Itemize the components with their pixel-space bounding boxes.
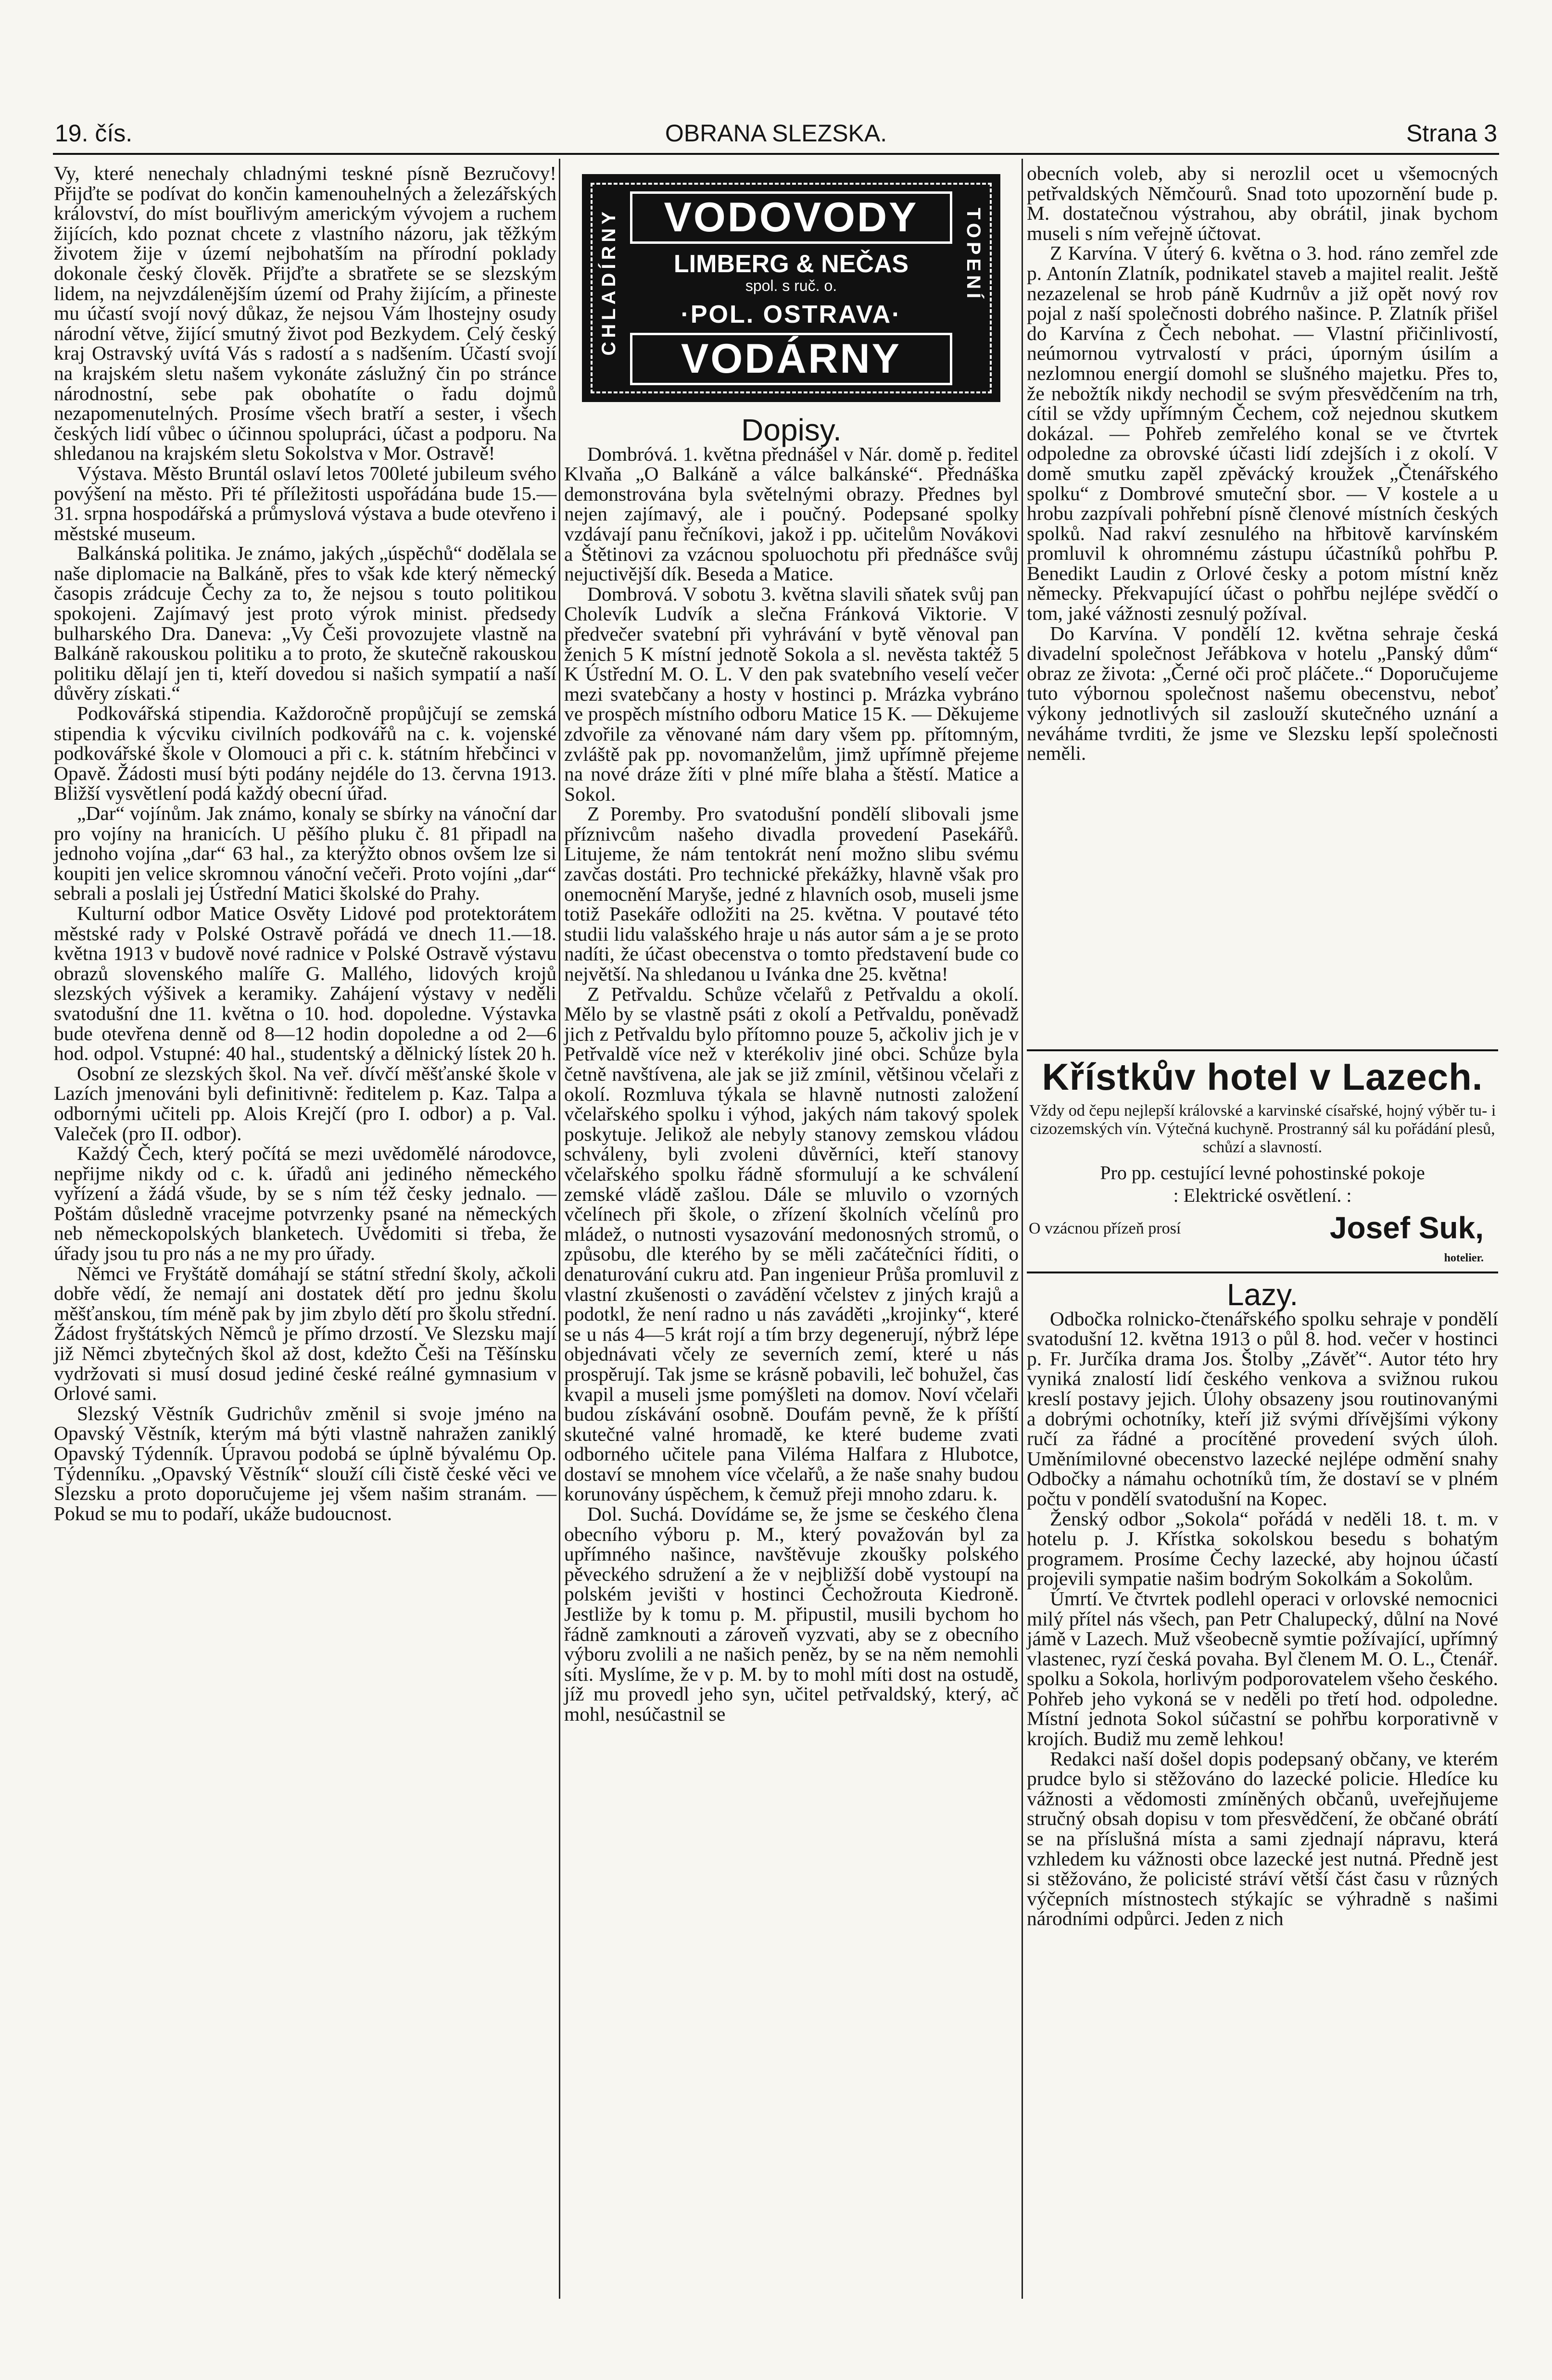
article-paragraph: Dombróvá. 1. května přednášel v Nár. domě p. ředitel Klvaňa „O Balkáně a válce balkánské“. Přednáška demonstrována byla světelnými obrazy. Přednes byl nejen zajímavý, ale i poučný. Podepsané spolky vzdávají panu řečníkovi, jakož i pp. učitelům Novákovi a Štětinovi za vzácnou spoluochotu při přednášce svůj nejuctivější dík. Beseda a Matice. — [564, 442, 1019, 585]
article-paragraph: Každý Čech, který počítá se mezi uvědomělé národovce, nepřijme nikdy od c. k. úřadů ani jediného německého vyřízení a žádá všude, by se s ním též česky jednalo. — Poštám důsledně vracejme potvrzenky psané na německých neb německopolských blanketech. Uvědomiti si třeba, že úřady jsou tu pro nás a ne my pro úřady. — [54, 1142, 556, 1265]
section-heading: Lazy. — [1226, 1277, 1299, 1312]
page-number: Strana 3 — [1406, 120, 1497, 147]
advertisement-waterworks — [582, 174, 1000, 402]
column-3-lower — [1027, 1279, 1498, 1929]
hotel-rooms: Pro pp. cestující levné pohostinské pokoje — [1100, 1162, 1425, 1184]
article-paragraph: Osobní ze slezských škol. Na veř. dívčí měšťanské škole v Lazích jmenováni byli definitivně: ředitelem p. Kaz. Talpa a odbornými učiteli pp. Alois Krejčí (pro I. odbor) a p. Val. Valeček (pro II. odbor). — [54, 1062, 556, 1145]
advertisement-hotel — [1027, 1049, 1498, 1273]
column-divider — [559, 159, 560, 2299]
article-paragraph: Úmrtí. Ve čtvrtek podlehl operaci v orlovské nemocnici milý přítel nás všech, pan Petr Chalupecký, důlní na Nové jámě v Lazech. Muž všeobecně symtie požívající, upřímný vlastenec, ryzí česká povaha. Byl členem M. O. L., Čtenář. spolku a Sokola, horlivým podporovatelem všeho českého. Pohřeb jeho vykoná se v neděli po třetí hod. odpoledne. Místní jednota Sokol súčastní se pohřbu korporativně v krojích. Budiž mu země lehkou! — [1027, 1587, 1498, 1750]
article-paragraph: Němci ve Fryštátě domáhají se státní střední školy, ačkoli dobře vědí, že nemají ani dostatek dětí pro jednu školu měšťanskou, tím méně pak by jim zbylo dětí pro školu střední. Žádost fryštátských Němců je přímo drzostí. Ve Slezsku mají již Němci zbytečných škol až dost, kdežto Češi na Těšínsku vydržovati si musí dosud jediné české reálné gymnasium v Orlové sami. — [54, 1262, 556, 1405]
article-paragraph: Balkánská politika. Je známo, jakých „úspěchů“ dodělala se naše diplomacie na Balkáně, přes to však kde který německý časopis zrádcuje Čechy za to, že nejsou s touto politikou spokojeni. Zajímavý jest proto výrok minist. předsedy bulharského Dra. Daneva: „Vy Češi provozujete vlastně na Balkáně rakouskou politiku a to proto, že skutečně rakouskou politiku dělají jen ti, kteří dovedou si našich sympatií a naší důvěry získati.“ — [54, 542, 556, 705]
article-paragraph: Redakci naší došel dopis podepsaný občany, ve kterém prudce bylo si stěžováno do lazecké policie. Hledíce ku vážnosti a vědomosti zmíněných občanů, uveřejňujeme stručný obsah dopisu v tom přesvědčení, že občané obrátí se na příslušná místa a sami zjednají nápravu, která vzhledem ku vážnosti obce lazecké jest nutná. Předně jest si stěžováno, že policisté stráví větší část času v různých výčepních místnostech stýkajíc se výhradně s našimi národními odpůrci. Jeden z nich — [1027, 1747, 1498, 1930]
article-paragraph: Dombrová. V sobotu 3. května slavili sňatek svůj pan Cholevík Ludvík a slečna Fránková Viktorie. V předvečer svatební při vyhrávání v bytě věnoval pan ženich 5 K místní jednotě Sokola a sl. nevěsta taktéž 5 K Ústřední M. O. L. V den pak svatebního veselí večer mezi svatebčany a hosty v hostinci p. Mrázka vybráno ve prospěch místního odboru Matice 15 K. — Děkujeme zdvořile za věnované nám dary všem pp. přítomným, zvláště pak pp. novomanželům, jimž upřímně přejeme na nové dráze žíti v plné míře blaha a štěstí. Matice a Sokol. — [564, 582, 1019, 805]
column-divider — [1022, 159, 1023, 2299]
article-paragraph: Výstava. Město Bruntál oslaví letos 700leté jubileum svého povýšení na město. Při té příležitosti uspořádána bude 15.—31. srpna hospodářská a průmyslová výstava a bude otevřeno i městské museum. — [54, 462, 556, 544]
hotel-request: O vzácnou přízeň prosí — [1029, 1220, 1181, 1237]
column-1 — [54, 164, 556, 1524]
article-paragraph: Odbočka rolnicko-čtenářského spolku sehraje v pondělí svatodušní 12. května 1913 o půl 8. hod. večer v hostinci p. Fr. Jurčíka drama Jos. Štolby „Závěť“. Autor této hry vyniká znalostí lidí českého venkova a svižnou rukou kreslí postavy jejich. Úlohy obsazeny jsou routinovanými a dobrými ochotníky, kteří již svými dřívějšími výkony ručí za řádné a procítěné provedení svých úloh. Uměnímilovné obecenstvo lazecké nejlépe odmění snahy Odbočky a námahu ochotníků tím, že dostaví se v plném počtu v pondělí svatodušní na Kopec. — [1027, 1307, 1498, 1510]
article-paragraph: Z Petřvaldu. Schůze včelařů z Petřvaldu a okolí. Mělo by se vlastně psáti z okolí a Petřvaldu, poněvadž jich z Petřvaldu bylo přítomno pouze 5, ačkoliv jich je v Petřvaldě více než v kterékoliv jiné obci. Schůze byla četně navštívena, ale jak se již zmínil, většinou včelaři z okolí. Rozmluva týkala se hlavně nutnosti založení včelařského spolku i výhod, jakých nám takový spolek poskytuje. Jelikož ale nebyly stanovy zemskou vládou schváleny, byli zvoleni důvěrníci, kteří stanovy včelařského spolku řádně sformulují a ke schválení zemské vládě zašlou. Dále se mluvilo o vzorných včelínech při škole, o zřízení školních včelínů pro mládež, o nutnosti vysazování medonosných stromů, o způsobu, dle kterého by se měli začátečníci říditi, o denaturování cukru atd. Pan ingenieur Průša promluvil z vlastní zkušenosti o zavádění včelstev z jiných krajů a podotkl, že není radno u nás zaváděti „krojinky“, které se u nás 4—5 krát rojí a tím brzy degenerují, nýbrž lépe objednávati včely ze severních zemí, které u nás prospěrují. Tak jsme se krásně pobavili, leč bohužel, čas kvapil a museli jsme pomýšleti na domov. Noví včelaři budou získávání osobně. Doufám pevně, že k příští skutečné valné hromadě, ke které budeme zvati odborného učitele pana Viléma Halfara z Hlubotce, dostaví se mnohem více včelařů, a že naše snahy budou korunovány úspěchem, k čemuž přeji mnoho zdaru. k. — [564, 982, 1019, 1505]
hotel-text: Vždy od čepu nejlepší královské a karvinské císařské, hojný výběr tu- i cizozemských vín. Výtečná kuchyně. Prostranný sál ku pořádání plesů, schůzí a slavností. — [1029, 1102, 1496, 1156]
ad-side-label-left: CHLADÍRNY — [598, 208, 619, 356]
column-2 — [564, 415, 1019, 1725]
article-paragraph: Do Karvína. V pondělí 12. května sehraje česká divadelní společnost Jeřábkova v hotelu „Panský dům“ obraz ze života: „Černé oči proč pláčete..“ Doporučujeme tuto výbornou společnost našemu obecenstvu, neboť výkony jednotlivých sil zaslouží skutečného uznání a neváháme tvrditi, že jsme ve Slezsku lepší společnosti neměli. — [1027, 622, 1498, 765]
ad-firm: LIMBERG & NEČAS — [673, 250, 909, 278]
article-paragraph: Dol. Suchá. Dovídáme se, že jsme se českého člena obecního výboru p. M., který považován byl za upřímného našince, navštěvuje zkoušky polského pěveckého sdružení a že v nejbližší době vystoupí na polském jevišti v hostinci Čechožrouta Kiedroně. Jestliže by k tomu p. M. připustil, musili bychom ho řádně zamknouti a zároveň vyzvati, aby se z obecního výboru zvolili a ne našich peněz, by se na něm nemohli síti. Myslíme, že v p. M. by to mohl míti dost na ostudě, jíž mu provedl jeho syn, učitel petřvaldský, který, ač mohl, nesúčastnil se — [564, 1503, 1019, 1725]
column-3 — [1027, 164, 1498, 764]
article-paragraph: Ženský odbor „Sokola“ pořádá v neděli 18. t. m. v hotelu p. J. Křístka sokolskou besedu s bohatým programem. Prosíme Čechy lazecké, aby hojnou účastí projevili sympatie našim bodrým Sokolkám a Sokolům. — [1027, 1507, 1498, 1590]
ad-footer-line: VODÁRNY — [630, 333, 952, 385]
ad-firm-sub: spol. s ruč. o. — [745, 277, 837, 294]
page-header — [53, 114, 1499, 155]
article-paragraph: Kulturní odbor Matice Osvěty Lidové pod protektorátem městské rady v Polské Ostravě pořádá ve dnech 11.—18. května 1913 v budově nové radnice v Polské Ostravě výstavu obrazů slovenského malíře G. Mallého, lidových krojů slezských výšivek a keramiky. Zahájení výstavy v neděli svatodušní dne 11. května o 10. hod. dopoledne. Výstavka bude otevřena denně od 8—12 hodin dopoledne a od 2—6 hod. odpol. Vstupné: 40 hal., studentský a dělnický lístek 20 h. — [54, 902, 556, 1065]
article-paragraph: Z Poremby. Pro svatodušní pondělí slibovali jsme příznivcům našeho divadla provedení Pasekářů. Litujeme, že nám tentokrát není možno slibu svému zavčas dostáti. Pro technické překážky, hlavně však pro onemocnění Maryše, jedné z hlavních osob, museli jsme totiž Pasekáře odložiti na 25. května. V poutavé této studii lidu valašského hraje u nás autor sám a je se proto nadíti, že účast obecenstva o tomto představení bude co největší. Na shledanou u Ivánka dne 25. května! — [564, 803, 1019, 985]
hotel-title: Křístkův hotel v Lazech. — [1042, 1056, 1483, 1098]
issue-number: 19. čís. — [55, 120, 133, 147]
article-paragraph: „Dar“ vojínům. Jak známo, konaly se sbírky na vánoční dar pro vojíny na hranicích. U pěšího pluku č. 81 připadl na jednoho vojína „dar“ 63 hal., za kterýžto obnos ovšem lze si koupiti jen velice skromnou vánoční večeři. Proto vojíni „dar“ sebrali a poslali jej Ústřední Matici školské do Prahy. — [54, 802, 556, 905]
article-paragraph: Vy, které nenechaly chladnými teskné písně Bezručovy! Přijďte se podívat do končin kamenouhelných a železářských království, do míst bouřlivým americkým vývojem a ruchem žijících, kdo poznat chcete z vlastního názoru, jak těžkým životem žije v území nejbohatším na přírodní poklady dokonale český člověk. Přijďte a sbratřete se se slezským lidem, na nejvzdálenějším území od Prahy žijícím, a přineste mu účastí svojí nový důkaz, že nejsou Vám lhostejny osudy národní větve, žijící smutný život pod Bezkydem. Celý český kraj Ostravský uvítá Vás s radostí a s nadšením. Účastí svojí na krajském sletu našem vykonáte záslužný čin po stránce národnostní, sebe pak obohatíte o řadu dojmů nezapomenutelných. Prosíme všech bratří a sester, i všech českých lidí vůbec o účinnou spolupráci, účast a podporu. Na shledanou na krajském sletu Sokolstva v Mor. Ostravě! — [54, 162, 556, 465]
article-paragraph: Podkovářská stipendia. Každoročně propůjčují se zemská stipendia k výcviku civilních podkovářů na c. k. vojenské podkovářské škole v Olomouci a při c. k. státním hřebčinci v Opavě. Žádosti musí býti podány nejdéle do 13. června 1913. Bližší vysvětlení podá každý obecní úřad. — [54, 702, 556, 805]
article-paragraph: Z Karvína. V úterý 6. května o 3. hod. ráno zemřel zde p. Antonín Zlatník, podnikatel staveb a majitel realit. Ještě nezazelenal se hrob páně Kudrnův a již opět nový rov pojal z naší společnosti dobrého našince. P. Zlatník přišel do Karvína z Čech nebohat. — Vlastní přičinlivostí, neúmornou vytrvalostí v práci, úporným úsilím a nezlomnou energií domohl se slušného majetku. Přes to, že nebožtík nikdy nechodil se svým přesvědčením na trh, cítil se vždy upřímným Čechem, což nejednou skutkem dokázal. — Pohřeb zemřelého konal se ve čtvrtek odpoledne za obrovské účasti lidí zdejších i z okolí. V domě smutku zapěl zpěvácký kroužek „Čtenářského spolku“ z Dombrové smuteční sbor. — V kostele a u hrobu zazpívali pohřební písně členové místních českých spolků. Nad rakví zesnulého na hřbitově karvínském promluvil k ohromnému zástupu účastníků pohřbu P. Benedikt Laudin z Orlové česky a potom místní kněz německy. Překvapující účast o pohřbu nejlépe svědčí o tom, jaké vážnosti zesnulý požíval. — [1027, 242, 1498, 625]
article-paragraph: obecních voleb, aby si nerozlil ocet u všemocných petřvaldských Němčourů. Snad toto upozornění bude p. M. dostatečnou výstrahou, aby obrátil, jinak bychom museli s ním veřejně účtovat. — [1027, 162, 1498, 244]
ad-headline: VODOVODY — [630, 191, 952, 244]
ad-city: ·POL. OSTRAVA· — [681, 301, 902, 328]
article-paragraph: Slezský Věstník Gudrichův změnil si svoje jméno na Opavský Věstník, kterým má býti vlastně nahražen zaniklý Opavský Týdenník. Úpravou podobá se úplně bývalému Op. Týdenníku. „Opavský Věstník“ slouží cíli čistě české věci ve Slezsku a proto doporučujeme jej všem našim stranám. — Pokud se mu to podaří, ukáže budoucnost. — [54, 1402, 556, 1524]
hotel-lighting: : Elektrické osvětlení. : — [1173, 1184, 1352, 1206]
section-heading: Dopisy. — [741, 413, 842, 447]
newspaper-title: OBRANA SLEZSKA. — [665, 120, 887, 147]
hotel-owner: Josef Suk, — [1329, 1210, 1484, 1245]
ad-side-label-right: TOPENÍ — [963, 208, 984, 302]
hotel-owner-title: hotelier. — [1444, 1252, 1484, 1264]
ad-firm-name — [630, 251, 952, 294]
